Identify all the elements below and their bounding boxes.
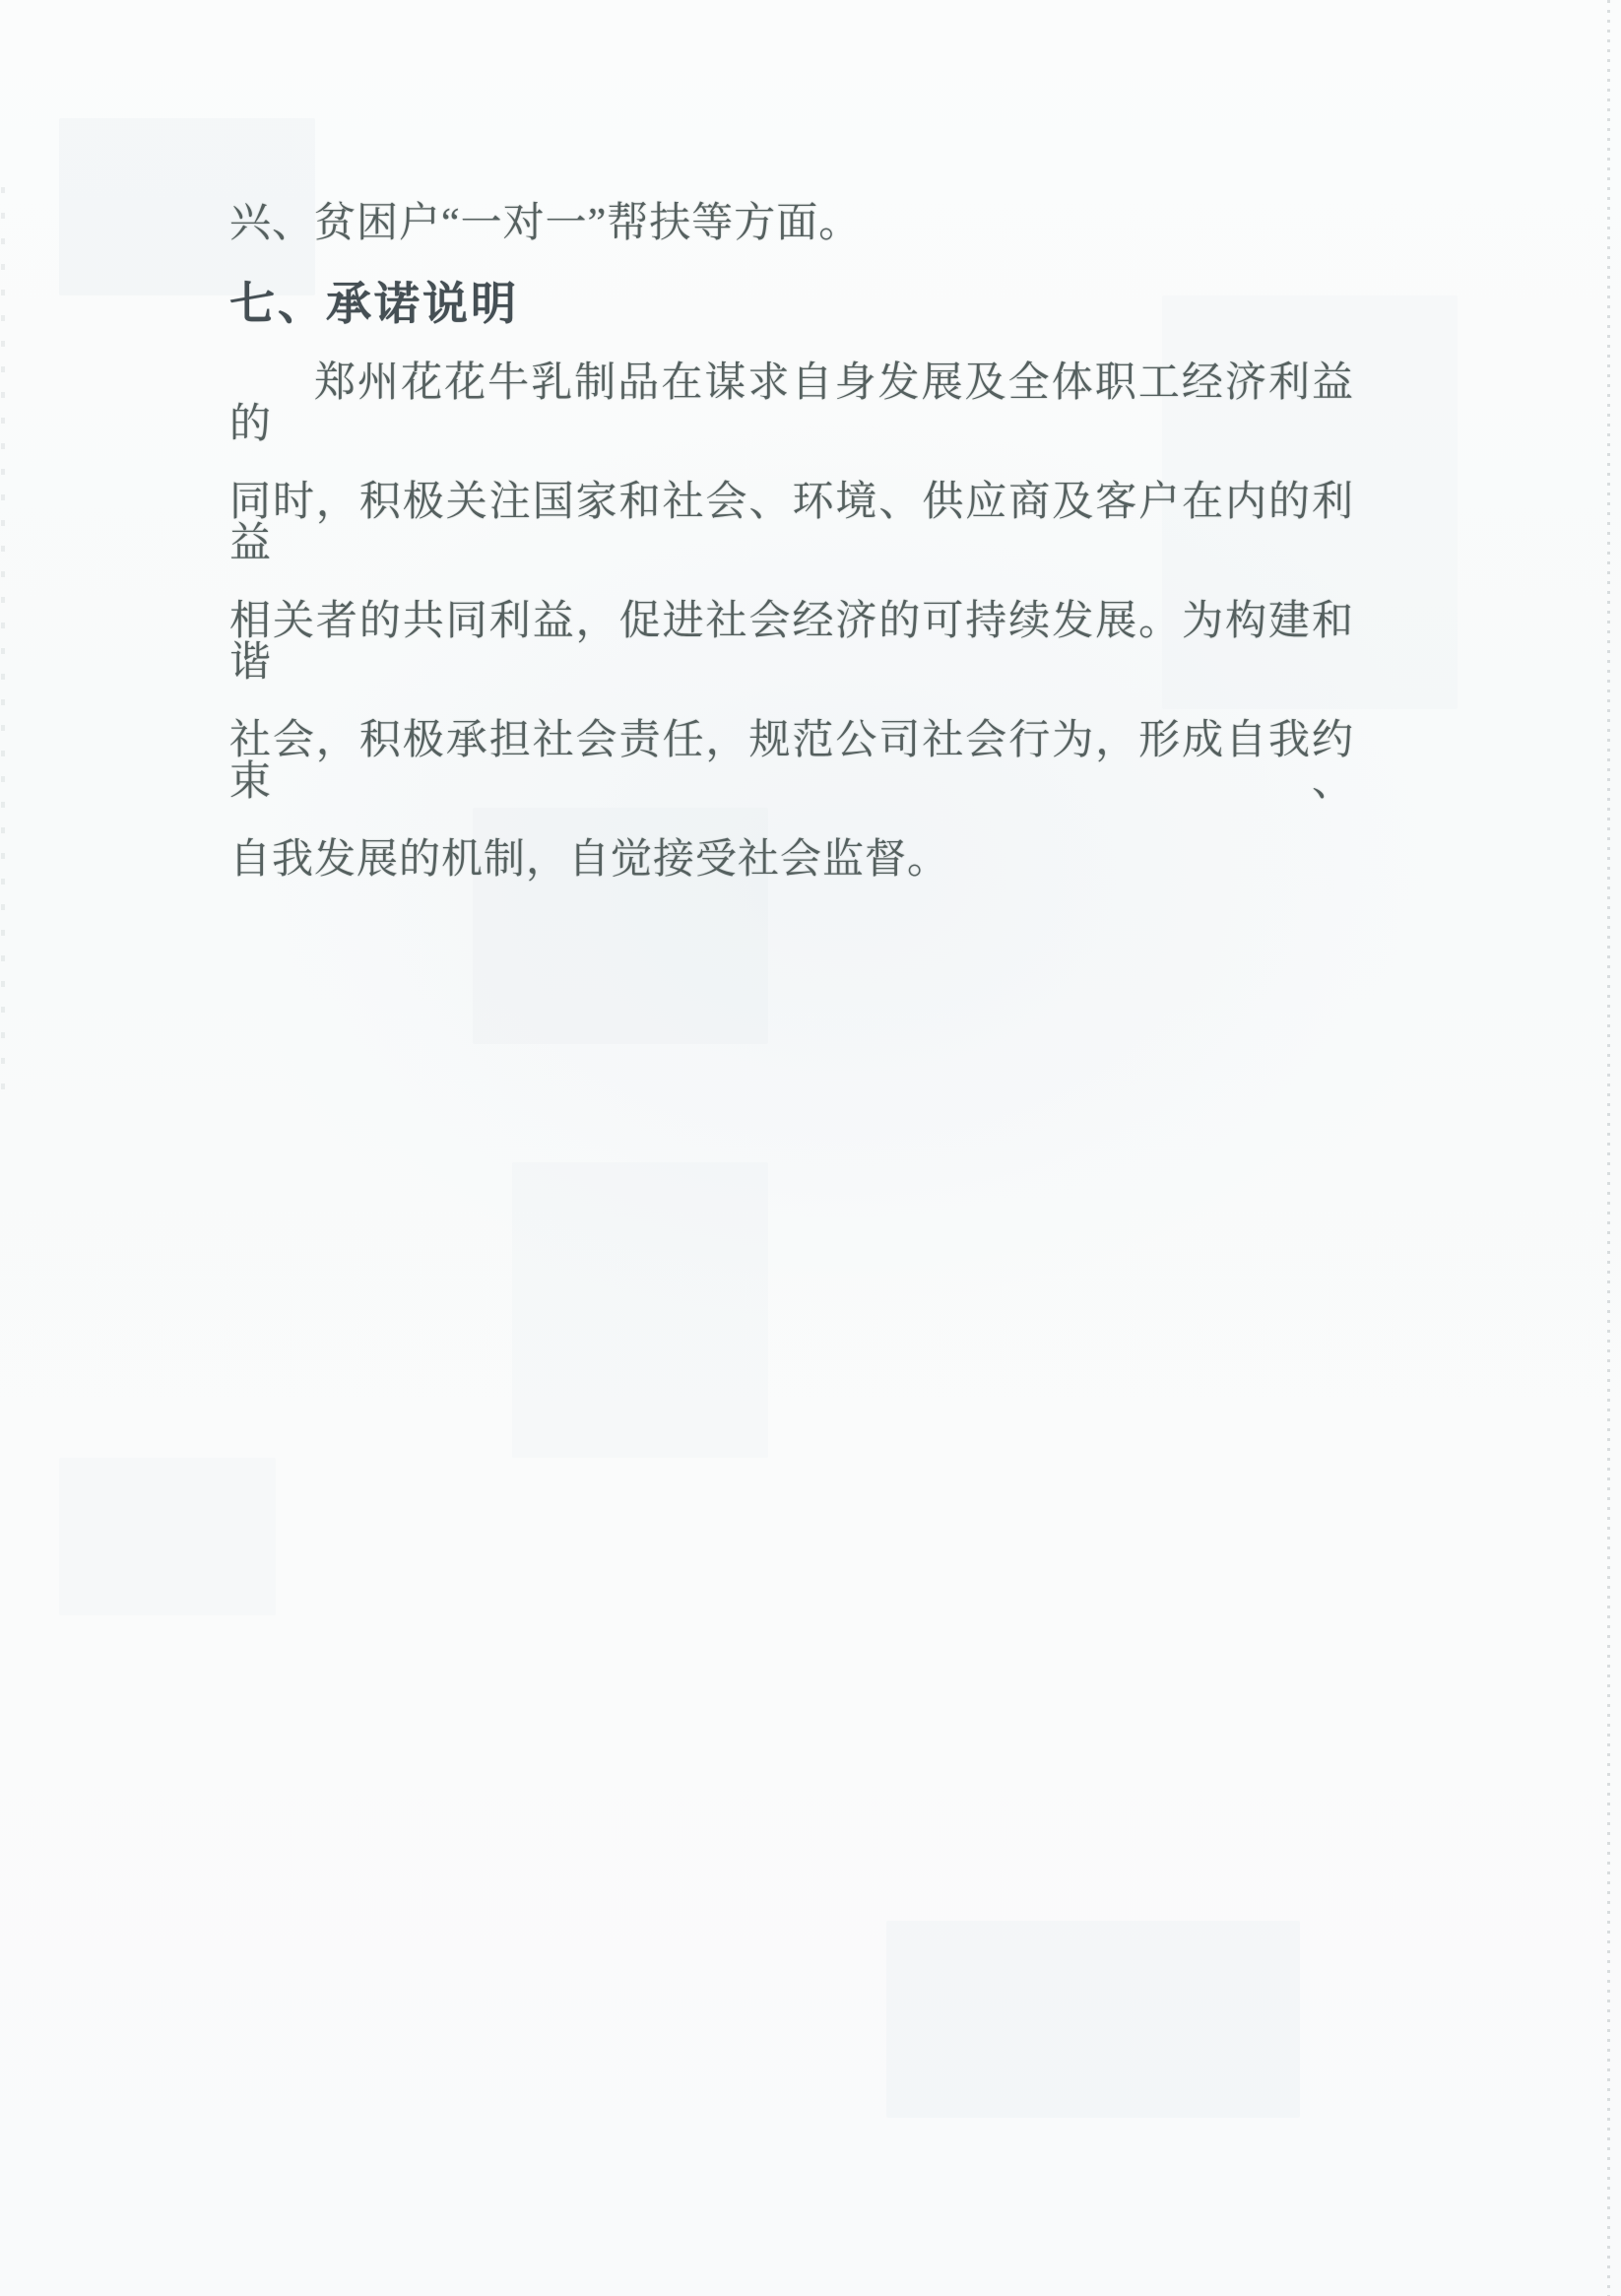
scan-artifact <box>886 1921 1300 2118</box>
paragraph-line: 社会，积极承担社会责任，规范公司社会行为，形成自我约束、 <box>229 718 1354 805</box>
scan-edge-line <box>1607 0 1610 2296</box>
paragraph-line: 相关者的共同利益，促进社会经济的可持续发展。为构建和谐 <box>229 599 1354 686</box>
scan-artifact <box>512 1162 768 1458</box>
paragraph-line: 同时，积极关注国家和社会、环境、供应商及客户在内的利益 <box>229 480 1354 566</box>
document-text-block <box>229 0 1354 881</box>
paragraph-line: 郑州花花牛乳制品在谋求自身发展及全体职工经济利益的 <box>229 361 1354 447</box>
scan-artifact <box>59 1458 276 1615</box>
carryover-sentence-line: 兴、贫困户“一对一”帮扶等方面。 <box>229 201 862 246</box>
paragraph-line: 自我发展的机制，自觉接受社会监督。 <box>229 837 950 883</box>
scan-edge-specks <box>1 187 5 1093</box>
section-heading: 七、承诺说明 <box>229 279 519 329</box>
